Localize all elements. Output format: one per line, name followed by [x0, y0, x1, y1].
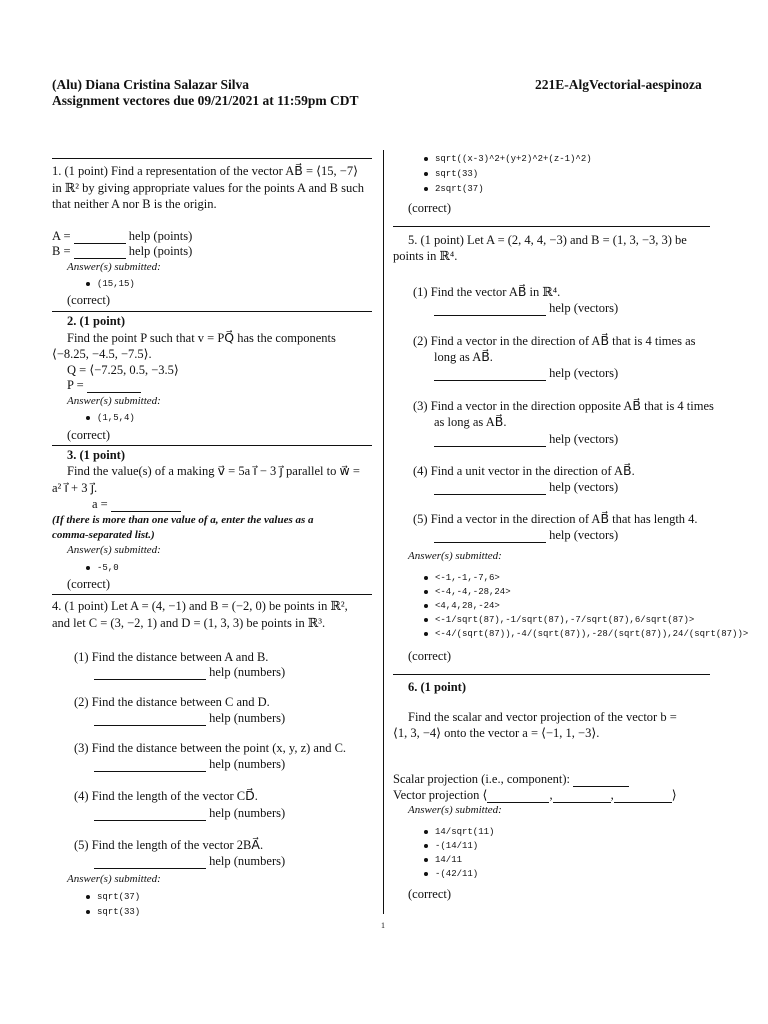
p1-a-help-link[interactable]: help (points) — [128, 229, 193, 243]
p4-item-4-help-link[interactable]: help (numbers) — [209, 806, 286, 820]
p3-note-line2: comma-separated list.) — [52, 529, 155, 541]
bullet-icon — [424, 604, 428, 608]
p1-b-row — [52, 243, 192, 259]
p4-item-1-help-link[interactable]: help (numbers) — [209, 665, 286, 679]
course-name: 221E-AlgVectorial-aespinoza — [535, 77, 702, 92]
p5-item-2-input[interactable] — [434, 369, 546, 381]
p4-item-1: (1) Find the distance between A and B. — [74, 650, 269, 664]
p5-answer-item: <4,4,28,-24> — [424, 598, 500, 614]
bullet-icon — [424, 576, 428, 580]
p1-answer-item: (15,15) — [86, 276, 135, 292]
p5-item-5: (5) Find a vector in the direction of AB⃗ that has length 4. — [413, 512, 698, 526]
p1-answers-heading: Answer(s) submitted: — [67, 261, 161, 273]
p4-item-2-help-link[interactable]: help (numbers) — [209, 711, 286, 725]
p2-statement-line1: Find the point P such that v = PQ⃗ has the components — [67, 331, 336, 345]
bullet-icon — [424, 844, 428, 848]
p5-answer-item: <-1/sqrt(87),-1/sqrt(87),-7/sqrt(87),6/sqrt(87)> — [424, 612, 694, 628]
bullet-icon — [86, 895, 90, 899]
p1-status: (correct) — [67, 293, 111, 307]
p6-vector-y-input[interactable] — [553, 791, 611, 803]
p4-status: (correct) — [408, 201, 452, 215]
p5-item-1-answer-row — [434, 300, 618, 316]
p6-statement-line1: Find the scalar and vector projection of the vector b = — [408, 710, 677, 724]
p2-p-input[interactable] — [87, 381, 141, 393]
p6-statement-line2: ⟨1, 3, −4⟩ onto the vector a = ⟨−1, 1, −3⟩. — [393, 726, 600, 740]
student-name: (Alu) Diana Cristina Salazar Silva — [52, 77, 250, 92]
p1-statement-line2: in ℝ² by giving appropriate values for the points A and B such — [52, 181, 365, 195]
p5-item-3-help-link[interactable]: help (vectors) — [549, 432, 619, 446]
p5-item-3: (3) Find a vector in the direction opposite AB⃗ that is 4 times — [413, 399, 714, 413]
p5-item-3-cont: as long as AB⃗. — [434, 415, 507, 429]
p2-answer-item: (1,5,4) — [86, 410, 135, 426]
p2-status: (correct) — [67, 428, 111, 442]
p4-item-1-answer-row — [94, 664, 285, 680]
p5-item-5-help-link[interactable]: help (vectors) — [549, 528, 619, 542]
p4-item-5-input[interactable] — [94, 857, 206, 869]
p2-answers-heading: Answer(s) submitted: — [67, 395, 161, 407]
p3-status: (correct) — [67, 577, 111, 591]
p5-item-2-help-link[interactable]: help (vectors) — [549, 366, 619, 380]
p2-title: 2. (1 point) — [67, 314, 125, 328]
p5-item-5-input[interactable] — [434, 531, 546, 543]
p2-q-point: Q = ⟨−7.25, 0.5, −3.5⟩ — [67, 363, 179, 377]
p6-status: (correct) — [408, 887, 452, 901]
p4-item-2-answer-row — [94, 710, 285, 726]
p6-answer-item: -(14/11) — [424, 838, 478, 854]
p3-note-line1: (If there is more than one value of a, enter the values as a — [52, 514, 314, 526]
p5-item-2: (2) Find a vector in the direction of AB⃗ that is 4 times as — [413, 334, 696, 348]
p1-a-label: A = — [52, 229, 71, 243]
p5-status: (correct) — [408, 649, 452, 663]
p4-item-5: (5) Find the length of the vector 2BA⃗. — [74, 838, 264, 852]
bullet-icon — [424, 830, 428, 834]
p4-answer-item: sqrt(33) — [424, 166, 478, 182]
p5-item-4-help-link[interactable]: help (vectors) — [549, 480, 619, 494]
p6-scalar-label: Scalar projection (i.e., component): — [393, 772, 571, 786]
p1-b-help-link[interactable]: help (points) — [128, 244, 193, 258]
p5-item-3-input[interactable] — [434, 435, 546, 447]
page-number: 1 — [381, 921, 385, 930]
bullet-icon — [86, 566, 90, 570]
p5-item-3-answer-row — [434, 431, 618, 447]
p4-item-5-help-link[interactable]: help (numbers) — [209, 854, 286, 868]
p4-answer-item: sqrt(33) — [86, 904, 140, 920]
p1-b-label: B = — [52, 244, 71, 258]
p6-title: 6. (1 point) — [408, 680, 466, 694]
problem-6-rule — [393, 674, 710, 675]
p4-item-1-input[interactable] — [94, 668, 206, 680]
p5-item-4-input[interactable] — [434, 483, 546, 495]
p4-answers-heading: Answer(s) submitted: — [67, 873, 161, 885]
p4-item-4-input[interactable] — [94, 809, 206, 821]
p6-vector-row: Vector projection ⟨ , , ⟩ — [393, 788, 677, 802]
bullet-icon — [424, 590, 428, 594]
bullet-icon — [86, 910, 90, 914]
p2-statement-line2: ⟨−8.25, −4.5, −7.5⟩. — [52, 347, 152, 361]
p1-statement-line3: that neither A nor B is the origin. — [52, 197, 217, 211]
problem-5-rule — [393, 226, 710, 227]
p4-item-5-answer-row — [94, 853, 285, 869]
p4-item-3-answer-row — [94, 756, 285, 772]
bullet-icon — [86, 416, 90, 420]
problem-3-rule — [52, 445, 372, 446]
problem-1-rule — [52, 158, 372, 159]
p4-answer-item: 2sqrt(37) — [424, 181, 484, 197]
bullet-icon — [424, 872, 428, 876]
p4-item-3: (3) Find the distance between the point (x, y, z) and C. — [74, 741, 347, 755]
p3-answers-heading: Answer(s) submitted: — [67, 544, 161, 556]
p5-item-2-cont: long as AB⃗. — [434, 350, 493, 364]
problem-4-rule — [52, 594, 372, 595]
p4-statement-line2: and let C = (3, −2, 1) and D = (1, 3, 3) be points in ℝ³. — [52, 616, 326, 630]
bullet-icon — [424, 858, 428, 862]
p3-answer-item: -5,0 — [86, 560, 119, 576]
p4-item-4-answer-row — [94, 805, 285, 821]
p4-item-3-help-link[interactable]: help (numbers) — [209, 757, 286, 771]
p5-item-5-answer-row — [434, 527, 618, 543]
p3-statement-line2: a² i⃗ + 3 j⃗. — [52, 481, 98, 495]
p6-answer-item: 14/11 — [424, 852, 462, 868]
p6-answers-heading: Answer(s) submitted: — [408, 804, 502, 816]
p5-item-4: (4) Find a unit vector in the direction of AB⃗. — [413, 464, 635, 478]
p5-answer-item: <-4/(sqrt(87)),-4/(sqrt(87)),-28/(sqrt(87)),24/(sqrt(87))> — [424, 626, 748, 642]
p5-answer-item: <-4,-4,-28,24> — [424, 584, 511, 600]
p5-answers-heading: Answer(s) submitted: — [408, 550, 502, 562]
p6-vector-z-input[interactable] — [614, 791, 672, 803]
p3-title: 3. (1 point) — [67, 448, 125, 462]
p5-item-1-input[interactable] — [434, 304, 546, 316]
p4-item-2-input[interactable] — [94, 714, 206, 726]
bullet-icon — [86, 282, 90, 286]
p4-item-2: (2) Find the distance between C and D. — [74, 695, 270, 709]
p5-item-4-answer-row — [434, 479, 618, 495]
p1-b-input[interactable] — [74, 247, 126, 259]
p5-item-1-help-link[interactable]: help (vectors) — [549, 301, 619, 315]
p6-vector-label: Vector projection ⟨ — [393, 788, 488, 802]
p2-p-row — [67, 377, 141, 393]
p4-item-3-input[interactable] — [94, 760, 206, 772]
p6-scalar-row — [393, 771, 629, 787]
bullet-icon — [424, 187, 428, 191]
p3-a-label: a = — [92, 497, 108, 511]
bullet-icon — [424, 172, 428, 176]
bullet-icon — [424, 632, 428, 636]
p4-answer-item: sqrt(37) — [86, 889, 140, 905]
p3-a-row — [92, 496, 181, 512]
bullet-icon — [424, 157, 428, 161]
p6-answer-item: -(42/11) — [424, 866, 478, 882]
p1-statement-line1: 1. (1 point) Find a representation of the vector AB⃗ = ⟨15, −7⟩ — [52, 164, 358, 178]
p5-statement-line1: 5. (1 point) Let A = (2, 4, 4, −3) and B = (1, 3, −3, 3) be — [408, 233, 687, 247]
p5-item-1: (1) Find the vector AB⃗ in ℝ⁴. — [413, 285, 561, 299]
column-divider — [383, 150, 384, 914]
assignment-title: Assignment vectores due 09/21/2021 at 11:59pm CDT — [52, 93, 359, 108]
p4-item-4: (4) Find the length of the vector CD⃗. — [74, 789, 258, 803]
problem-2-rule — [52, 311, 372, 312]
p3-a-input[interactable] — [111, 500, 181, 512]
p2-p-label: P = — [67, 378, 84, 392]
p1-a-row — [52, 228, 192, 244]
p4-statement-line1: 4. (1 point) Let A = (4, −1) and B = (−2, 0) be points in ℝ², — [52, 599, 348, 613]
bullet-icon — [424, 618, 428, 622]
p4-answer-item: sqrt((x-3)^2+(y+2)^2+(z-1)^2) — [424, 151, 592, 167]
p5-answer-item: <-1,-1,-7,6> — [424, 570, 500, 586]
p3-statement-line1: Find the value(s) of a making v⃗ = 5a i⃗ − 3 j⃗ parallel to w⃗ = — [67, 464, 360, 478]
p5-statement-line2: points in ℝ⁴. — [393, 249, 458, 263]
p5-item-2-answer-row — [434, 365, 618, 381]
p6-scalar-input[interactable] — [573, 775, 629, 787]
p6-answer-item: 14/sqrt(11) — [424, 824, 494, 840]
